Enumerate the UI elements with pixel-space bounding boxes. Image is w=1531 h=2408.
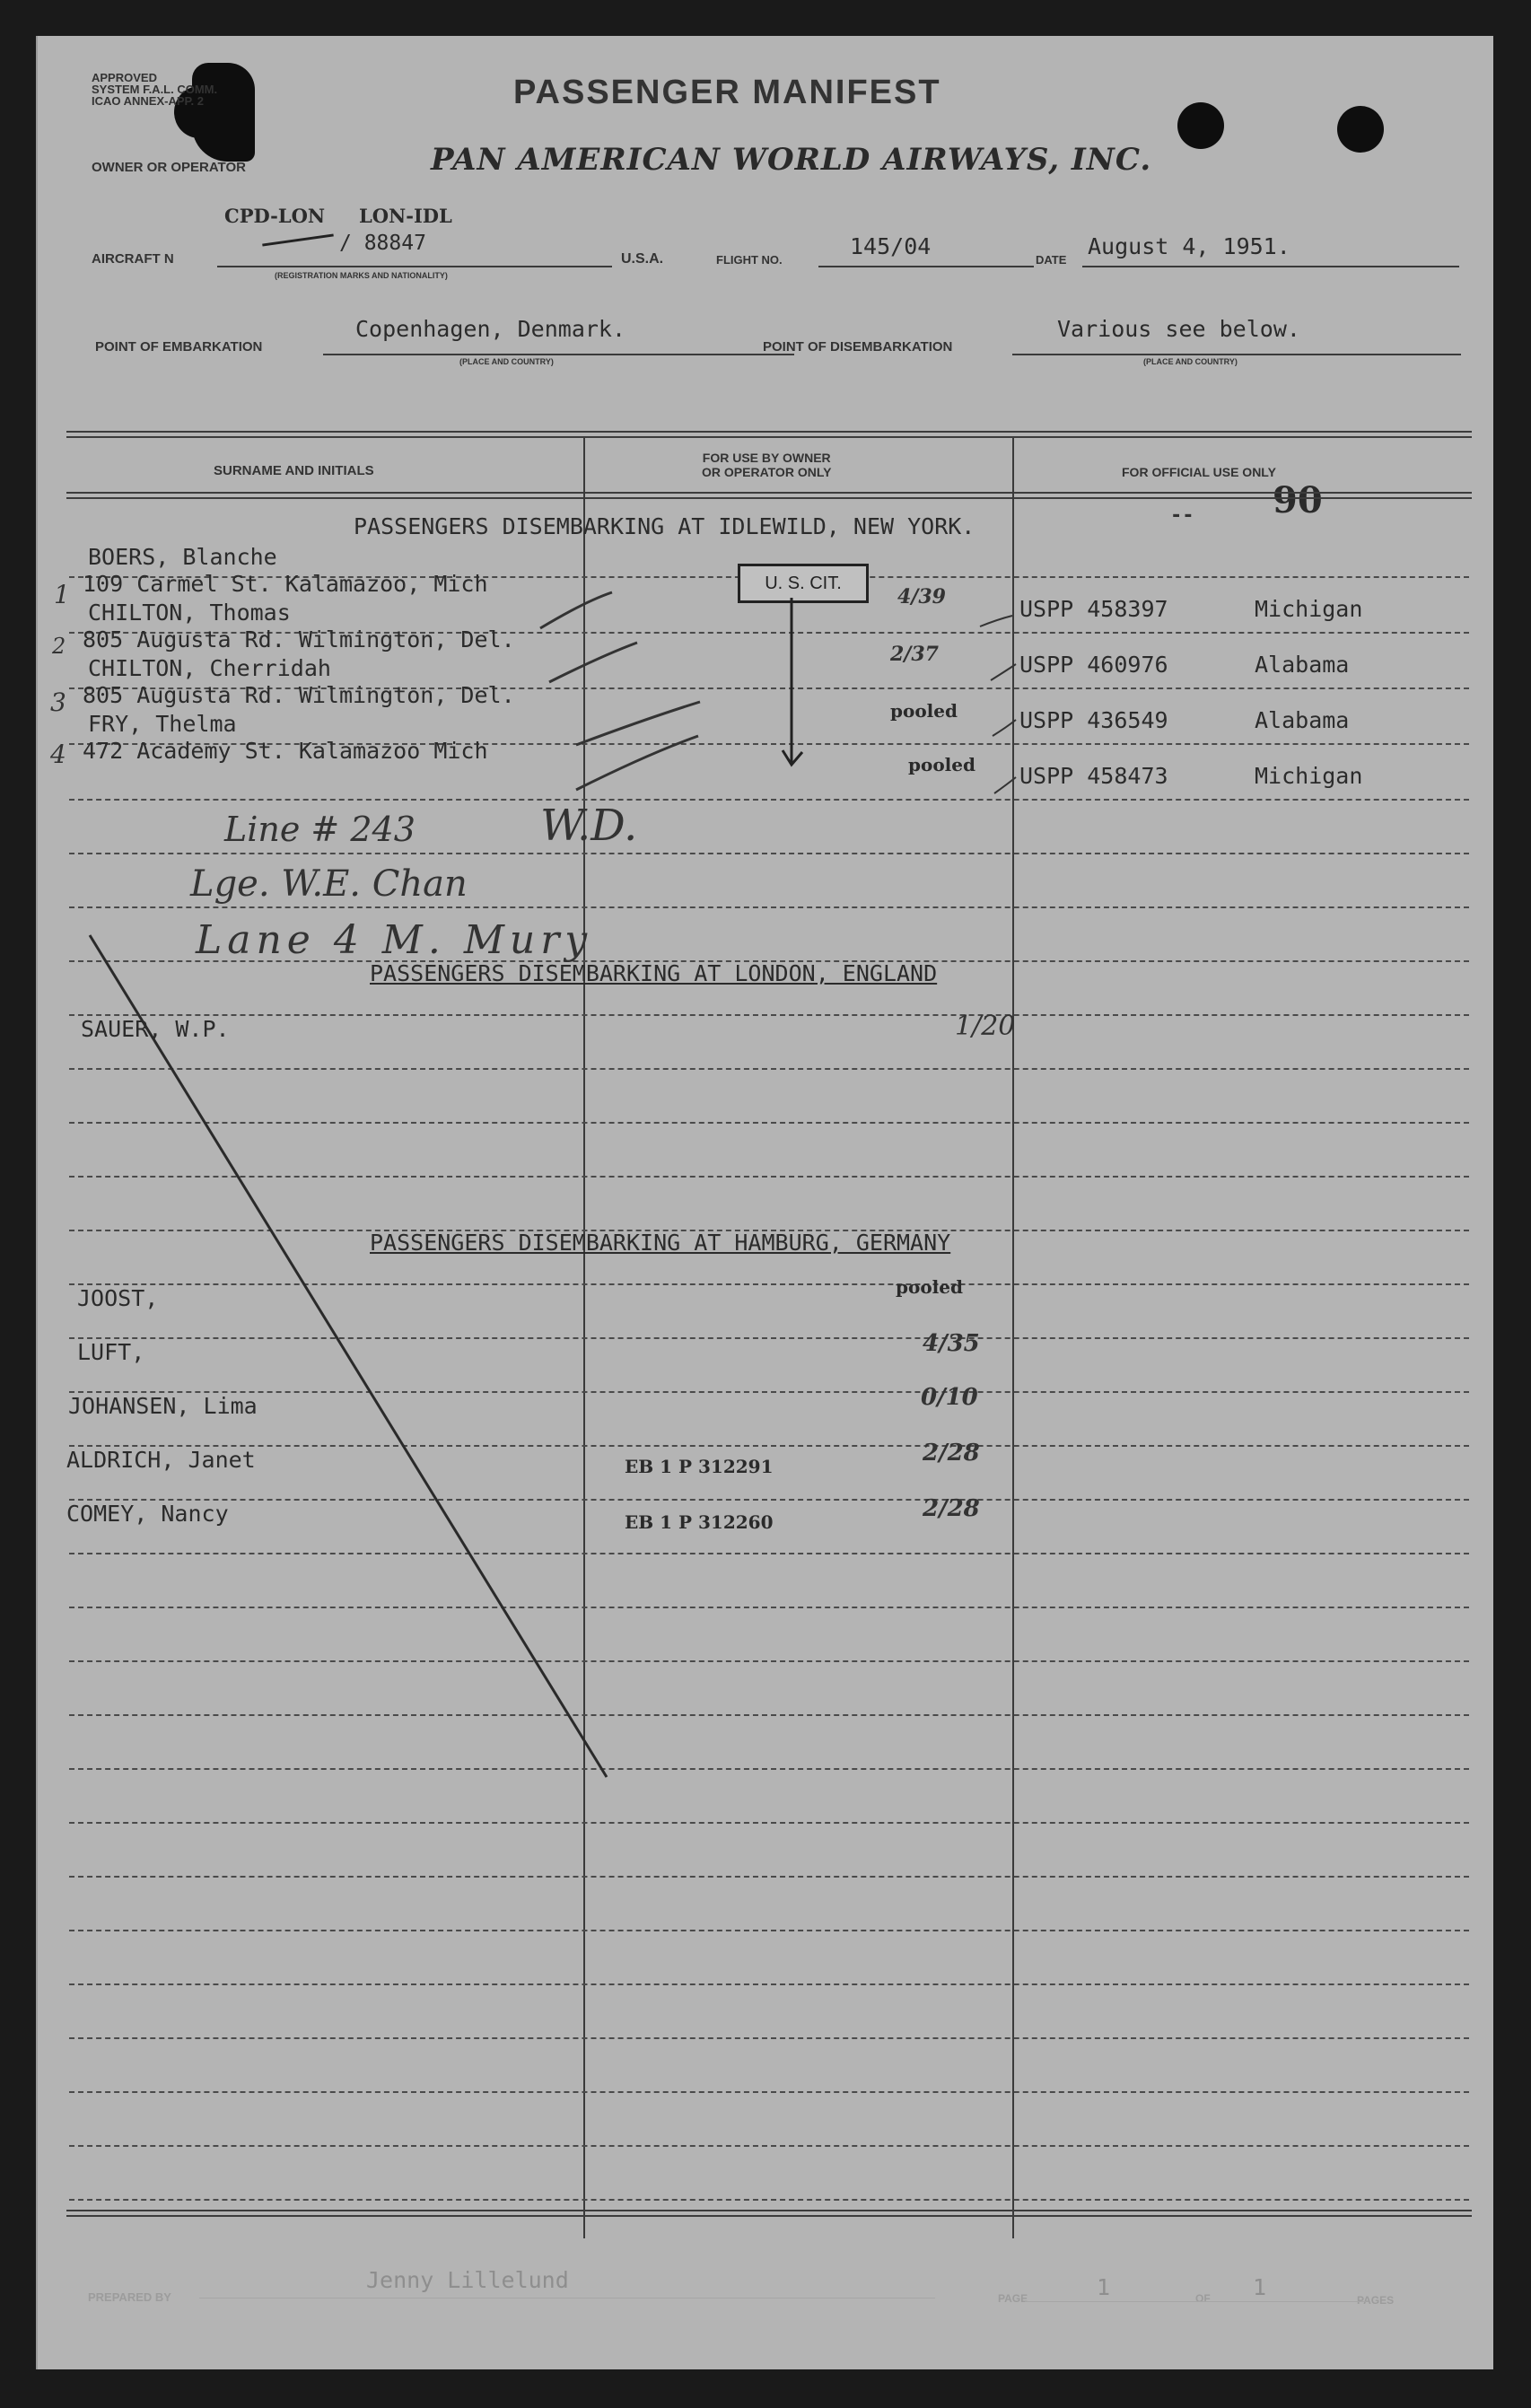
row-code: pooled bbox=[896, 1276, 963, 1298]
official-number: 90 bbox=[1273, 479, 1323, 521]
disembark-value: Various see below. bbox=[1057, 316, 1300, 342]
manifest-sheet bbox=[36, 36, 1493, 2369]
owner-value: PAN AMERICAN WORLD AIRWAYS, INC. bbox=[431, 142, 1152, 178]
row-document: EB 1 P 312260 bbox=[625, 1511, 774, 1533]
row-number: 2 bbox=[52, 634, 66, 659]
row-state: Michigan bbox=[1255, 596, 1363, 622]
embark-caption: (PLACE AND COUNTRY) bbox=[459, 357, 554, 366]
row-passport: USPP 436549 bbox=[1019, 707, 1168, 733]
row-name: CHILTON, Thomas bbox=[88, 600, 291, 626]
row-address: 109 Carmel St. Kalamazoo, Mich bbox=[83, 571, 488, 597]
column-header-owner: FOR USE BY OWNER OR OPERATOR ONLY bbox=[702, 451, 832, 479]
section-title-new-york: PASSENGERS DISEMBARKING AT IDLEWILD, NEW YORK. bbox=[354, 513, 975, 539]
embark-label: POINT OF EMBARKATION bbox=[95, 339, 263, 355]
page-value: 1 bbox=[1097, 2274, 1111, 2300]
official-dash: -- bbox=[1170, 504, 1194, 527]
row-code: 0/10 bbox=[921, 1384, 978, 1411]
page-title: PASSENGER MANIFEST bbox=[513, 74, 941, 111]
row-state: Michigan bbox=[1255, 763, 1363, 789]
aircraft-route-2: LON-IDL bbox=[359, 205, 452, 227]
of-value: 1 bbox=[1253, 2274, 1267, 2300]
usa-label: U.S.A. bbox=[621, 251, 664, 267]
owner-label: OWNER OR OPERATOR bbox=[92, 160, 246, 175]
row-code: 1/20 bbox=[955, 1011, 1016, 1042]
handwritten-line-number: Line # 243 bbox=[224, 810, 416, 849]
row-name: BOERS, Blanche bbox=[88, 544, 277, 570]
row-code: 4/35 bbox=[923, 1330, 980, 1357]
pen-marks bbox=[38, 36, 1493, 2369]
row-passport: USPP 458473 bbox=[1019, 763, 1168, 789]
flight-value: 145/04 bbox=[850, 233, 932, 259]
row-address: 805 Augusta Rd. Wilmington, Del. bbox=[83, 682, 515, 708]
column-header-surname: SURNAME AND INITIALS bbox=[214, 463, 374, 478]
row-code: 2/28 bbox=[923, 1440, 980, 1467]
row-name: ALDRICH, Janet bbox=[66, 1447, 256, 1473]
row-number: 3 bbox=[50, 687, 66, 717]
row-code: pooled bbox=[908, 754, 975, 775]
row-name: LUFT, bbox=[77, 1339, 145, 1365]
page-label: PAGE bbox=[998, 2292, 1028, 2305]
row-passport: USPP 460976 bbox=[1019, 652, 1168, 678]
row-passport: USPP 458397 bbox=[1019, 596, 1168, 622]
aircraft-label: AIRCRAFT N bbox=[92, 251, 174, 267]
row-state: Alabama bbox=[1255, 707, 1350, 733]
row-name: COMEY, Nancy bbox=[66, 1501, 229, 1527]
section-title-london: PASSENGERS DISEMBARKING AT LONDON, ENGLAND bbox=[370, 960, 938, 986]
prepared-label: PREPARED BY bbox=[88, 2290, 171, 2304]
us-citizen-stamp: U. S. CIT. bbox=[738, 564, 869, 603]
prepared-field bbox=[199, 2298, 935, 2299]
section-title-hamburg: PASSENGERS DISEMBARKING AT HAMBURG, GERMANY bbox=[370, 1230, 951, 1256]
date-label: DATE bbox=[1036, 253, 1067, 267]
handwritten-signature-2: Lge. W.E. Chan bbox=[190, 863, 468, 905]
row-name: JOOST, bbox=[77, 1285, 159, 1311]
of-label: OF bbox=[1195, 2292, 1211, 2305]
row-number: 1 bbox=[54, 580, 70, 609]
handwritten-signature-1: W.D. bbox=[540, 801, 638, 851]
disembark-caption: (PLACE AND COUNTRY) bbox=[1143, 357, 1238, 366]
aircraft-caption: (REGISTRATION MARKS AND NATIONALITY) bbox=[275, 271, 448, 280]
handwritten-signature-3: Lane 4 M. Mury bbox=[196, 917, 593, 963]
date-value: August 4, 1951. bbox=[1088, 233, 1290, 259]
embark-value: Copenhagen, Denmark. bbox=[355, 316, 626, 342]
row-name: CHILTON, Cherridah bbox=[88, 655, 331, 681]
row-number: 4 bbox=[50, 740, 66, 769]
row-address: 805 Augusta Rd. Wilmington, Del. bbox=[83, 626, 515, 652]
aircraft-route-1: CPD-LON bbox=[224, 205, 326, 227]
page-field bbox=[1025, 2301, 1366, 2302]
pages-label: PAGES bbox=[1357, 2294, 1395, 2307]
row-code: 4/39 bbox=[897, 585, 946, 609]
aircraft-value: / 88847 bbox=[339, 232, 426, 255]
row-code: pooled bbox=[890, 700, 958, 722]
flight-label: FLIGHT NO. bbox=[716, 253, 783, 267]
row-name: SAUER, W.P. bbox=[81, 1016, 230, 1042]
row-name: FRY, Thelma bbox=[88, 711, 237, 737]
row-name: JOHANSEN, Lima bbox=[68, 1393, 258, 1419]
row-code: 2/28 bbox=[923, 1495, 980, 1522]
prepared-value: Jenny Lillelund bbox=[366, 2267, 569, 2293]
row-code: 2/37 bbox=[890, 643, 939, 666]
disembark-label: POINT OF DISEMBARKATION bbox=[763, 339, 953, 355]
column-header-official: FOR OFFICIAL USE ONLY bbox=[1122, 465, 1276, 479]
row-document: EB 1 P 312291 bbox=[625, 1456, 774, 1477]
row-address: 472 Academy St. Kalamazoo Mich bbox=[83, 738, 488, 764]
approval-block: APPROVED SYSTEM F.A.L. COMM. ICAO ANNEX-APP. 2 bbox=[92, 71, 218, 108]
row-state: Alabama bbox=[1255, 652, 1350, 678]
